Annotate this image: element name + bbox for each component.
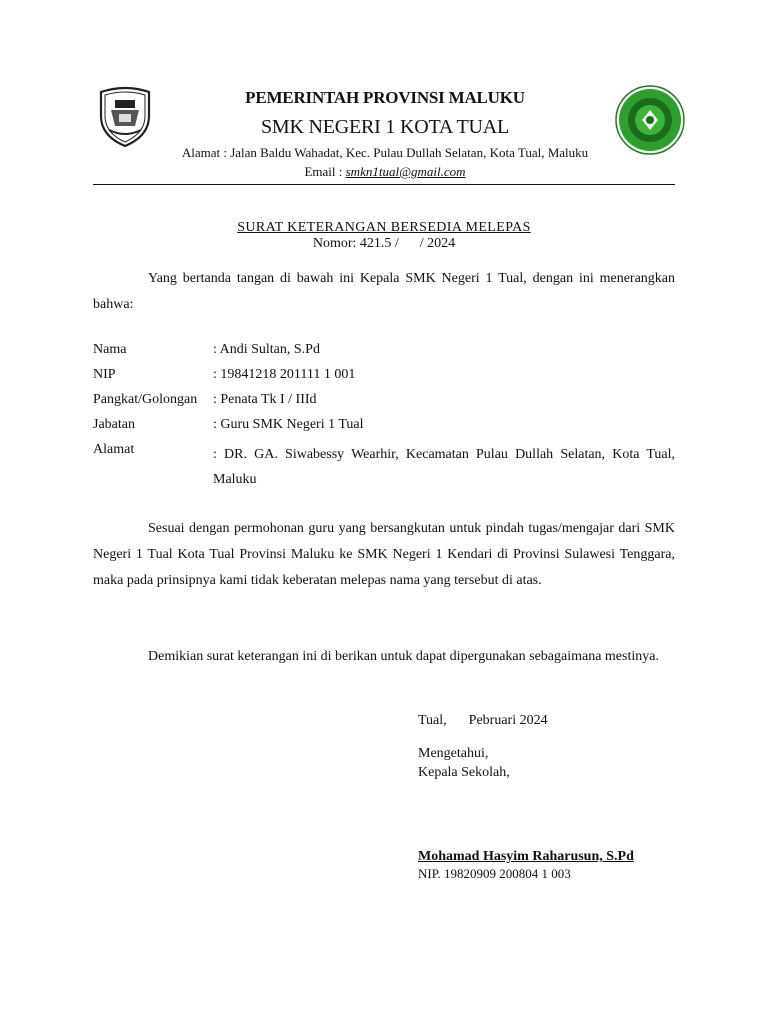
signature-place: Tual, [418, 713, 447, 728]
closing-paragraph: Demikian surat keterangan ini di berikan untuk dapat dipergunakan sebagaimana mestinya. [148, 649, 659, 664]
identity-row-address [93, 442, 675, 494]
identity-value: : Penata Tk I / IIId [213, 392, 317, 407]
identity-value: : DR. GA. Siwabessy Wearhir, Kecamatan Pulau Dullah Selatan, Kota Tual, Maluku [213, 447, 675, 487]
email-label: Email : [304, 164, 346, 179]
letter-number: Nomor: 421.5 / / 2024 [312, 236, 456, 251]
identity-row-position [93, 417, 675, 442]
identity-label: Nama [93, 342, 127, 357]
header-divider [93, 184, 675, 185]
identity-label: NIP [93, 367, 116, 382]
identity-row-nip [93, 367, 675, 392]
signature-role: Kepala Sekolah, [418, 765, 510, 780]
school-address: Alamat : Jalan Baldu Wahadat, Kec. Pulau Dullah Selatan, Kota Tual, Maluku [181, 145, 589, 160]
government-title: PEMERINTAH PROVINSI MALUKU [245, 88, 525, 107]
identity-row-rank [93, 392, 675, 417]
identity-row-name [93, 342, 675, 367]
identity-value: : 19841218 201111 1 001 [213, 367, 356, 382]
signature-month: Pebruari 2024 [468, 713, 548, 728]
identity-label: Pangkat/Golongan [93, 392, 198, 407]
body-paragraph: Sesuai dengan permohonan guru yang bersangkutan untuk pindah tugas/mengajar dari SMK Negeri 1 Tual Kota Tual Provinsi Maluku ke SMK Negeri 1 Kendari di Provinsi Sulawesi Tenggara, maka pada prinsipnya kami tidak keberatan melepas nama yang tersebut di atas. [93, 521, 675, 588]
school-email-line [100, 164, 670, 180]
signature-date [418, 713, 548, 729]
identity-label: Jabatan [93, 417, 135, 432]
signature-acknowledged: Mengetahui, [418, 746, 489, 761]
signatory-nip: NIP. 19820909 200804 1 003 [418, 866, 571, 881]
opening-paragraph: Yang bertanda tangan di bawah ini Kepala SMK Negeri 1 Tual, dengan ini menerangkan bahwa: [93, 271, 675, 312]
identity-label: Alamat [93, 442, 135, 457]
email-link[interactable]: smkn1tual@gmail.com [345, 164, 466, 179]
school-title: SMK NEGERI 1 KOTA TUAL [260, 116, 510, 138]
identity-value: : Andi Sultan, S.Pd [213, 342, 320, 357]
identity-value: : Guru SMK Negeri 1 Tual [213, 417, 364, 432]
signatory-name: Mohamad Hasyim Raharusun, S.Pd [418, 849, 634, 864]
letter-title: SURAT KETERANGAN BERSEDIA MELEPAS [237, 220, 531, 235]
